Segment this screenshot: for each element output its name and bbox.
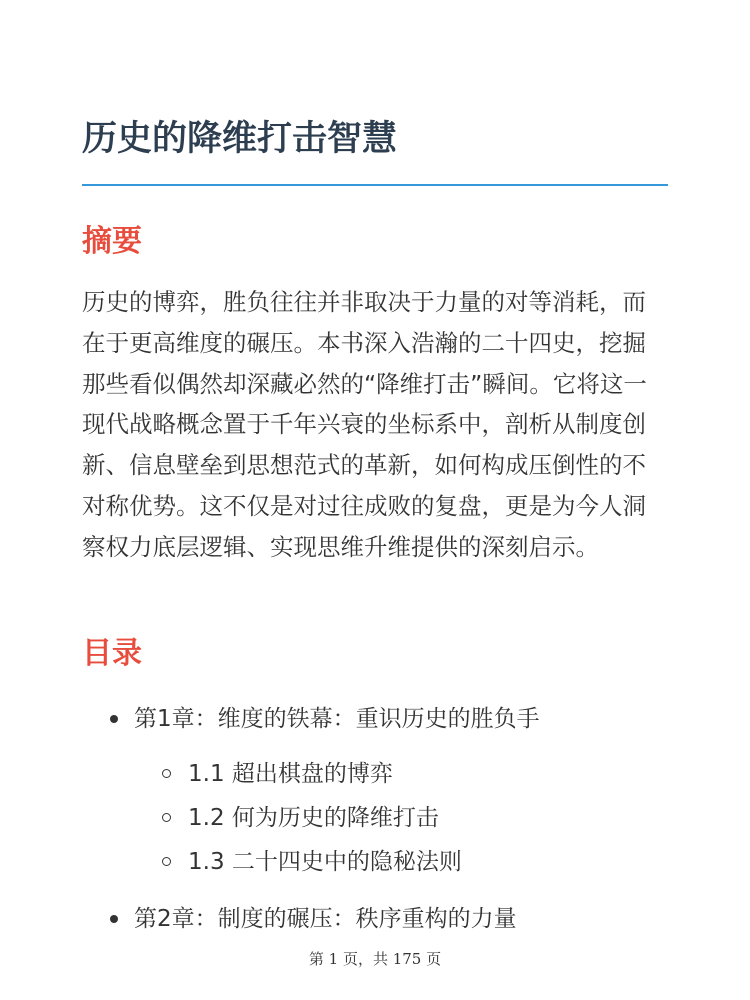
toc-item-label: 1.1 超出棋盘的博弈	[188, 761, 393, 787]
page-footer: 第 1 页，共 175 页	[308, 950, 442, 968]
toc-item-label: 第2章：制度的碾压：秩序重构的力量	[134, 906, 517, 932]
toc-section-1-3[interactable]	[188, 845, 462, 879]
toc-item-label: 第1章：维度的铁幕：重识历史的胜负手	[134, 706, 540, 732]
toc-heading: 目录	[82, 636, 142, 671]
toc-chapter-2[interactable]	[134, 902, 517, 936]
bullet-circle-icon	[162, 857, 171, 866]
bullet-circle-icon	[162, 769, 171, 778]
abstract-heading: 摘要	[82, 224, 142, 259]
abstract-paragraph: 历史的博弈，胜负往往并非取决于力量的对等消耗，而在于更高维度的碾压。本书深入浩瀚的二十四史，挖掘那些看似偶然却深藏必然的“降维打击”瞬间。它将这一现代战略概念置于千年兴衰的坐标系中，剖析从制度创新、信息壁垒到思想范式的革新，如何构成压倒性的不对称优势。这不仅是对过往成败的复盘，更是为今人洞察权力底层逻辑、实现思维升维提供的深刻启示。	[82, 288, 647, 561]
toc-item-label: 1.3 二十四史中的隐秘法则	[188, 849, 462, 875]
toc-chapter-1[interactable]	[134, 702, 540, 736]
bullet-disc-icon	[110, 715, 118, 723]
title-divider	[82, 184, 668, 186]
toc-section-1-2[interactable]	[188, 801, 439, 835]
document-title: 历史的降维打击智慧	[82, 119, 398, 159]
toc-section-1-1[interactable]	[188, 757, 393, 791]
bullet-disc-icon	[110, 915, 118, 923]
bullet-circle-icon	[162, 813, 171, 822]
toc-item-label: 1.2 何为历史的降维打击	[188, 805, 439, 831]
